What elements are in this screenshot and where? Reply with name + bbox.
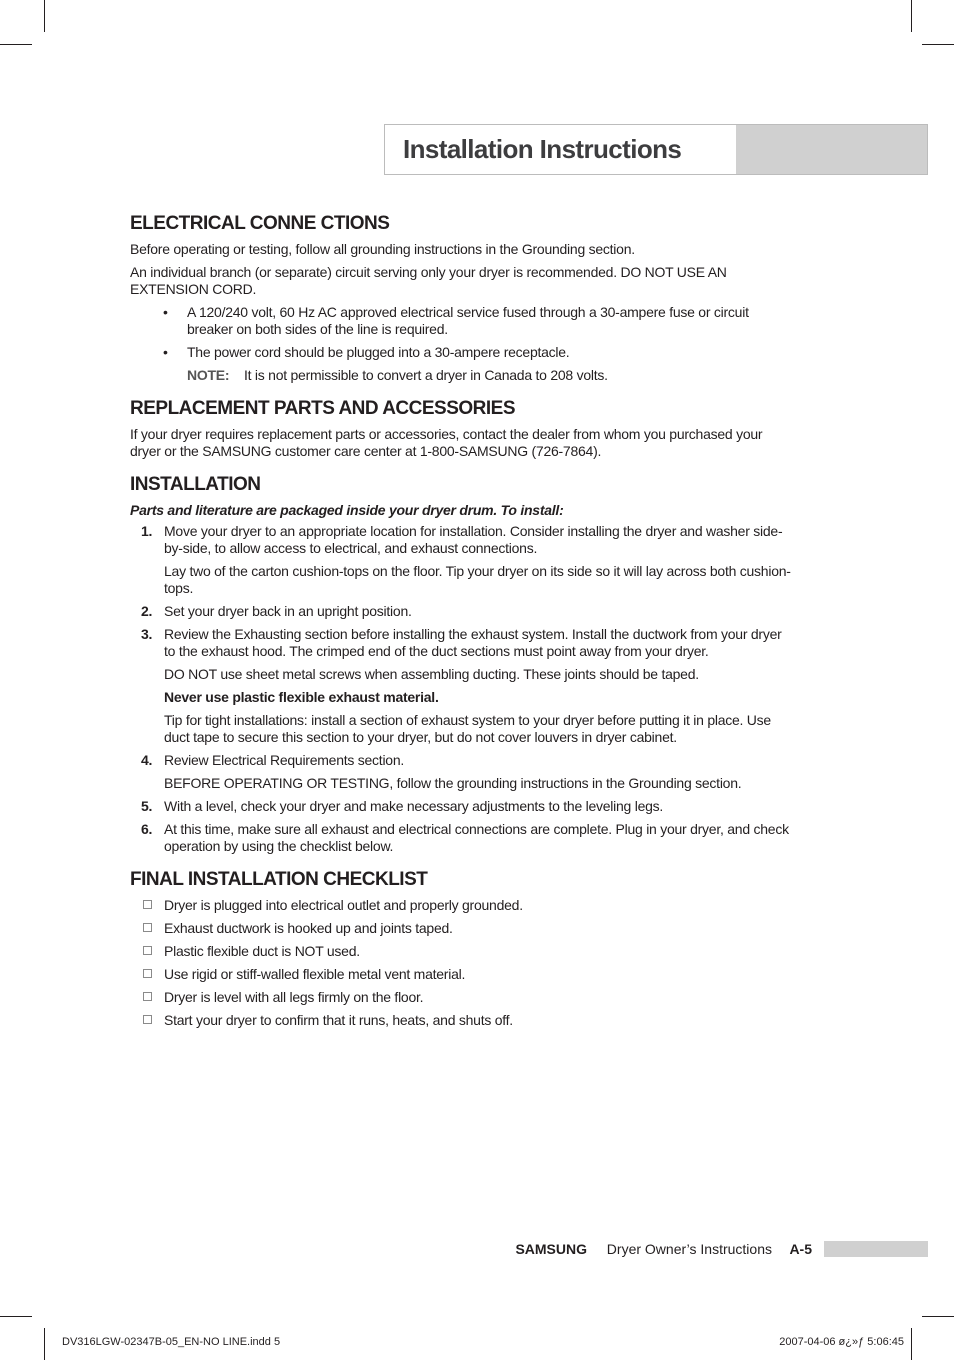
- step-text: Review Electrical Requirements section.: [164, 752, 405, 768]
- step-number: 4.: [141, 752, 153, 768]
- page-footer: [0, 1241, 954, 1259]
- step-subtext: Lay two of the carton cushion-tops on the floor. Tip your dryer on its side so it will lay across both cushion-tops.: [164, 563, 791, 596]
- step-text: Move your dryer to an appropriate location for installation. Consider installing the dryer and washer side-by-side, to allow access to electrical, and exhaust connections.: [164, 523, 783, 556]
- footer-doc-title: Dryer Owner’s Instructions: [606, 1241, 772, 1257]
- checklist-section: [130, 869, 794, 1029]
- step-item: [130, 603, 794, 620]
- crop-mark: [44, 1328, 45, 1360]
- page-title: Installation Instructions: [403, 134, 682, 164]
- note: [130, 367, 794, 384]
- bullet-item: [130, 344, 794, 361]
- checklist-text: Exhaust ductwork is hooked up and joints taped.: [164, 920, 453, 936]
- checklist-item: [130, 966, 794, 983]
- footer-accent-bar: [824, 1241, 928, 1257]
- step-number: 5.: [141, 798, 153, 814]
- installation-intro: Parts and literature are packaged inside your dryer drum. To install:: [130, 502, 564, 518]
- bullet-text: The power cord should be plugged into a 30-ampere receptacle.: [187, 344, 570, 360]
- checkbox-icon: [143, 1015, 152, 1024]
- installation-section: [130, 474, 794, 855]
- section-heading: ELECTRICAL CONNE CTIONS: [130, 213, 390, 234]
- steps-list: [130, 523, 794, 855]
- page-header: [384, 124, 928, 175]
- bullet-icon: •: [163, 304, 168, 320]
- crop-mark: [0, 44, 32, 45]
- checklist-item: [130, 920, 794, 937]
- crop-mark: [922, 44, 954, 45]
- main-content: [130, 213, 794, 1043]
- checkbox-icon: [143, 900, 152, 909]
- checklist: [130, 897, 794, 1029]
- step-item: [130, 798, 794, 815]
- step-number: 6.: [141, 821, 153, 837]
- slug-timestamp: 2007-04-06 ø¿»ƒ 5:06:45: [779, 1336, 904, 1348]
- checkbox-icon: [143, 923, 152, 932]
- step-number: 2.: [141, 603, 153, 619]
- crop-mark: [922, 1316, 954, 1317]
- checkbox-icon: [143, 946, 152, 955]
- bullet-text: A 120/240 volt, 60 Hz AC approved electrical service fused through a 30-ampere fuse or circuit breaker on both sides of the line is required.: [187, 304, 749, 337]
- checkbox-icon: [143, 992, 152, 1001]
- step-number: 3.: [141, 626, 153, 642]
- step-text: At this time, make sure all exhaust and electrical connections are complete. Plug in your dryer, and check operation by using the checklist below.: [164, 821, 789, 854]
- footer-brand: SAMSUNG: [515, 1241, 587, 1257]
- replacement-section: [130, 398, 794, 460]
- step-item: [130, 821, 794, 855]
- step-item: [130, 752, 794, 792]
- note-label: NOTE:: [187, 367, 230, 383]
- note-text: It is not permissible to convert a dryer in Canada to 208 volts.: [244, 367, 608, 383]
- crop-mark: [44, 0, 45, 32]
- crop-mark: [0, 1316, 32, 1317]
- page-number: A-5: [789, 1241, 812, 1257]
- checklist-text: Dryer is plugged into electrical outlet and properly grounded.: [164, 897, 523, 913]
- checklist-text: Plastic flexible duct is NOT used.: [164, 943, 360, 959]
- step-subtext: DO NOT use sheet metal screws when assembling ducting. These joints should be taped.: [164, 666, 699, 682]
- step-number: 1.: [141, 523, 153, 539]
- step-subtext: Tip for tight installations: install a section of exhaust system to your dryer before putting it in place. Use duct tape to secure this section to your dryer, but do not cover louvers in dryer cabinet.: [164, 712, 771, 745]
- paragraph: If your dryer requires replacement parts or accessories, contact the dealer from whom you purchased your dryer or the SAMSUNG customer care center at 1-800-SAMSUNG (726-7864).: [130, 426, 763, 459]
- step-text: Review the Exhausting section before installing the exhaust system. Install the ductwork from your dryer to the exhaust hood. The crimped end of the duct sections must point away from your dryer.: [164, 626, 782, 659]
- checklist-item: [130, 943, 794, 960]
- step-item: [130, 626, 794, 746]
- paragraph: Before operating or testing, follow all grounding instructions in the Grounding section.: [130, 241, 635, 257]
- header-accent-bar: [736, 125, 927, 174]
- electrical-section: [130, 213, 794, 384]
- checklist-text: Start your dryer to confirm that it runs, heats, and shuts off.: [164, 1012, 513, 1028]
- section-heading: FINAL INSTALLATION CHECKLIST: [130, 869, 428, 890]
- bullet-item: [130, 304, 794, 338]
- section-heading: REPLACEMENT PARTS AND ACCESSORIES: [130, 398, 515, 419]
- crop-mark: [911, 0, 912, 32]
- checkbox-icon: [143, 969, 152, 978]
- checklist-text: Dryer is level with all legs firmly on the floor.: [164, 989, 424, 1005]
- checklist-item: [130, 1012, 794, 1029]
- step-text: With a level, check your dryer and make necessary adjustments to the leveling legs.: [164, 798, 664, 814]
- checklist-item: [130, 897, 794, 914]
- checklist-item: [130, 989, 794, 1006]
- checklist-text: Use rigid or stiff-walled flexible metal vent material.: [164, 966, 466, 982]
- crop-mark: [911, 1328, 912, 1360]
- step-item: [130, 523, 794, 597]
- step-subtext: BEFORE OPERATING OR TESTING, follow the grounding instructions in the Grounding section.: [164, 775, 742, 791]
- section-heading: INSTALLATION: [130, 474, 261, 495]
- slug-file-name: DV316LGW-02347B-05_EN-NO LINE.indd 5: [62, 1336, 281, 1348]
- step-warning: Never use plastic flexible exhaust material.: [164, 689, 439, 705]
- paragraph: An individual branch (or separate) circuit serving only your dryer is recommended. DO NOT USE AN EXTENSION CORD.: [130, 264, 727, 297]
- bullet-icon: •: [163, 344, 168, 360]
- bullet-list: [130, 304, 794, 361]
- step-text: Set your dryer back in an upright position.: [164, 603, 412, 619]
